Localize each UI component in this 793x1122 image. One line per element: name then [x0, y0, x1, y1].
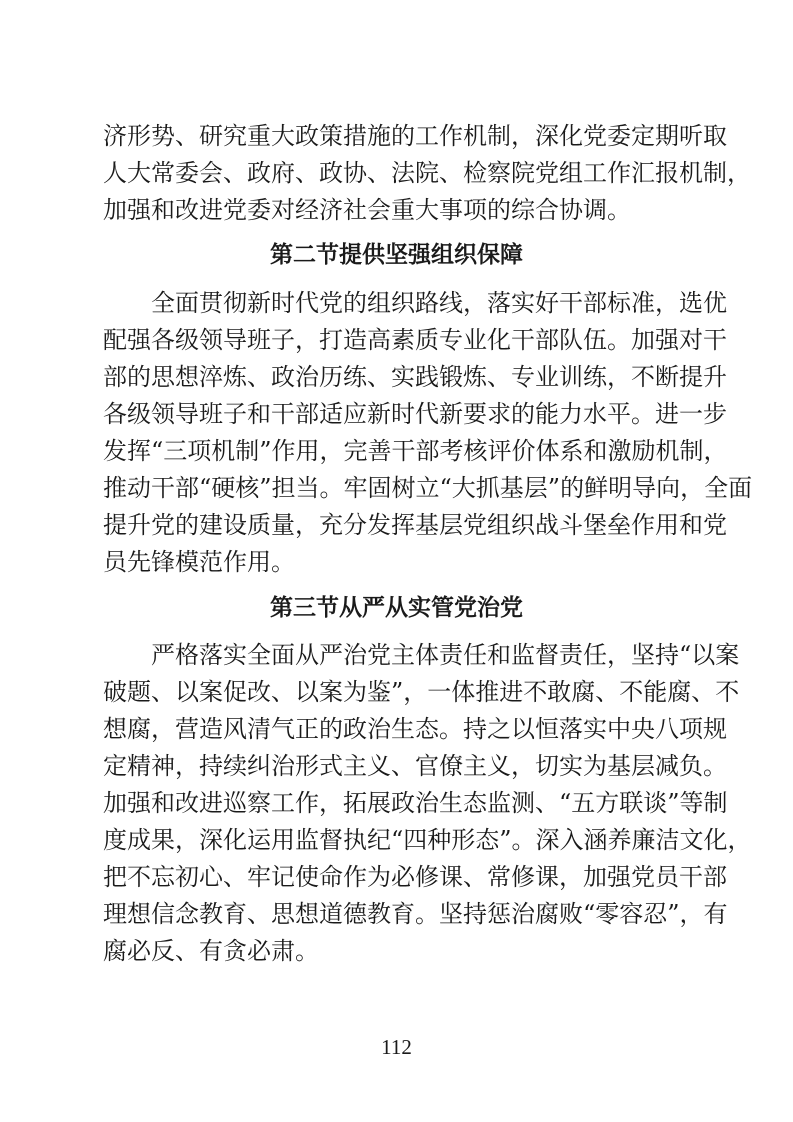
section-3-line: 破题、以案促改、以案为鉴”，一体推进不敢腐、不能腐、不: [103, 678, 740, 706]
section-2-line: 部的思想淬炼、政治历练、实践锻炼、专业训练，不断提升: [103, 363, 727, 391]
section-3-line: 严格落实全面从严治党主体责任和监督责任，坚持“以案: [103, 641, 740, 669]
intro-line: 济形势、研究重大政策措施的工作机制，深化党委定期听取: [103, 122, 727, 150]
section-2-line: 员先锋模范作用。: [103, 548, 295, 576]
section-3-line: 想腐，营造风清气正的政治生态。持之以恒落实中央八项规: [103, 715, 727, 743]
section-2-line: 发挥“三项机制”作用，完善干部考核评价体系和激励机制，: [103, 437, 728, 465]
section-3-line: 腐必反、有贪必肃。: [103, 937, 319, 965]
page-number: 112: [381, 1035, 412, 1059]
section-3-line: 定精神，持续纠治形式主义、官僚主义，切实为基层减负。: [103, 752, 727, 780]
section-3-heading: 第三节从严从实管党治党: [270, 594, 523, 621]
section-2-line: 提升党的建设质量，充分发挥基层党组织战斗堡垒作用和党: [103, 511, 727, 539]
intro-line: 人大常委会、政府、政协、法院、检察院党组工作汇报机制，: [103, 159, 751, 187]
section-3-line: 加强和改进巡察工作，拓展政治生态监测、“五方联谈”等制: [103, 789, 728, 817]
section-2-line: 全面贯彻新时代党的组织路线，落实好干部标准，选优: [103, 289, 727, 317]
section-2-line: 配强各级领导班子，打造高素质专业化干部队伍。加强对干: [103, 326, 727, 354]
section-2-line: 推动干部“硬核”担当。牢固树立“大抓基层”的鲜明导向，全面: [103, 474, 753, 502]
section-2-line: 各级领导班子和干部适应新时代新要求的能力水平。进一步: [103, 400, 727, 428]
section-3-line: 度成果，深化运用监督执纪“四种形态”。深入涵养廉洁文化，: [103, 826, 752, 854]
section-2-heading: 第二节提供坚强组织保障: [270, 241, 523, 268]
section-3-line: 把不忘初心、牢记使命作为必修课、常修课，加强党员干部: [103, 863, 727, 891]
section-3-line: 理想信念教育、思想道德教育。坚持惩治腐败“零容忍”，有: [103, 900, 728, 928]
intro-line: 加强和改进党委对经济社会重大事项的综合协调。: [103, 196, 631, 224]
